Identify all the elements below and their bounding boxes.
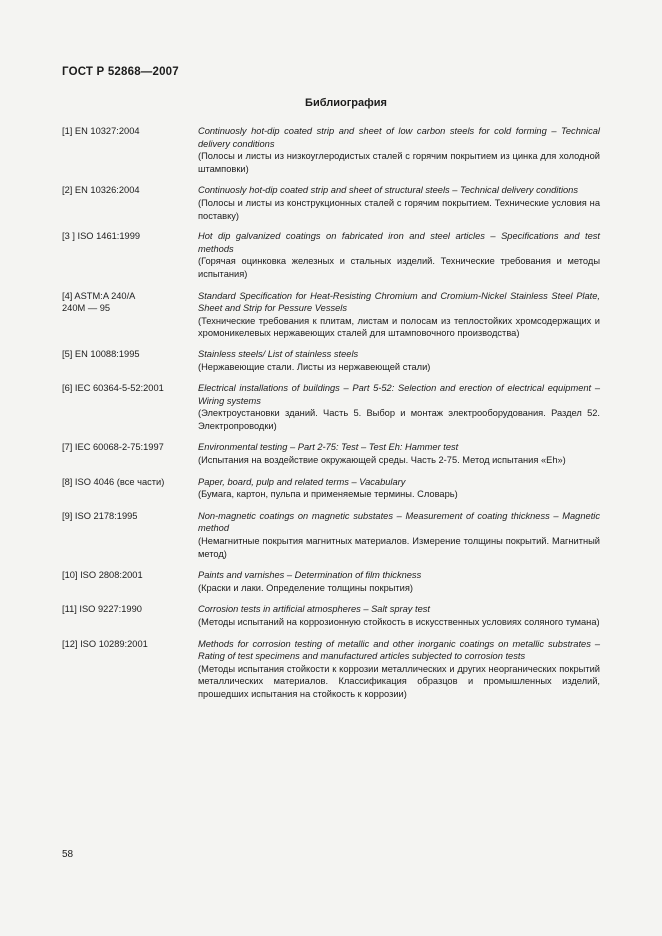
- bibliography-entry: [62, 603, 600, 628]
- entry-reference: [6] IEC 60364-5-52:2001: [62, 383, 164, 394]
- entry-russian-title: (Полосы и листы из конструкционных сталей с горячим покрытием. Технические условия на поставку): [198, 197, 600, 221]
- entry-english-title: Paper, board, pulp and related terms – Vacabulary: [198, 476, 406, 487]
- entry-russian-title: (Бумага, картон, пульпа и применяемые термины. Словарь): [198, 489, 458, 500]
- bibliography-entry: [62, 510, 600, 560]
- entry-reference: [1] EN 10327:2004: [62, 126, 140, 136]
- entry-english-title: Stainless steels/ List of stainless steels: [198, 348, 359, 359]
- entry-reference: [7] IEC 60068-2-75:1997: [62, 442, 164, 453]
- entry-russian-title: (Электроустановки зданий. Часть 5. Выбор и монтаж электрооборудования. Раздел 52. Электропроводки): [198, 408, 600, 431]
- bibliography-list: [62, 125, 600, 701]
- bibliography-title: Библиография: [305, 97, 387, 109]
- entry-english-title: Hot dip galvanized coatings on fabricated iron and steel articles – Specifications and test methods: [198, 231, 600, 254]
- bibliography-entry: [62, 125, 600, 175]
- entry-reference: [9] ISO 2178:1995: [62, 510, 138, 521]
- entry-russian-title: (Немагнитные покрытия магнитных материалов. Измерение толщины покрытий. Магнитный метод): [198, 536, 600, 559]
- entry-english-title: Methods for corrosion testing of metallic and other inorganic coatings on metallic substrates – Rating of test specimens and manufactured articles subjected to corrosion tests: [198, 638, 600, 662]
- entry-english-title: Environmental testing – Part 2-75: Test – Test Eh: Hammer test: [198, 442, 459, 453]
- bibliography-entry: [62, 382, 600, 432]
- entry-english-title: Continuosly hot-dip coated strip and sheet of structural steels – Technical delivery conditions: [198, 185, 579, 196]
- entry-reference: [8] ISO 4046 (все части): [62, 476, 165, 487]
- entry-russian-title: (Полосы и листы из низкоуглеродистых сталей с горячим покрытием из цинка для холодной штамповки): [198, 151, 600, 174]
- entry-reference: [10] ISO 2808:2001: [62, 570, 143, 581]
- document-header: ГОСТ Р 52868—2007: [62, 66, 179, 78]
- entry-reference: [4] ASTM:A 240/A 240M — 95: [62, 290, 136, 314]
- entry-english-title: Standard Specification for Heat-Resisting Chromium and Cromium-Nickel Stainless Steel Plate, Sheet and Strip for Pessure Vessels: [198, 290, 600, 314]
- bibliography-entry: [62, 290, 600, 340]
- entry-english-title: Electrical installations of buildings – Part 5-52: Selection and erection of electrical equipment – Wiring systems: [198, 383, 600, 406]
- entry-russian-title: (Технические требования к плитам, листам и полосам из теплостойких хромсодержащих и хромоникелевых нержавеющих сталей для штамповочного производства): [198, 315, 600, 339]
- bibliography-entry: [62, 569, 600, 594]
- entry-reference: [5] EN 10088:1995: [62, 348, 140, 359]
- entry-english-title: Corrosion tests in artificial atmospheres – Salt spray test: [198, 604, 431, 615]
- bibliography-entry: [62, 441, 600, 466]
- entry-russian-title: (Методы испытания стойкости к коррозии металлических и других неорганических покрытий металлических материалов. Классификация образцов и промышленных изделий, прошедших испытания на стойкость к коррозии): [198, 663, 600, 699]
- entry-english-title: Paints and varnishes – Determination of film thickness: [198, 570, 422, 581]
- page-number: 58: [62, 849, 74, 860]
- entry-reference: [12] ISO 10289:2001: [62, 638, 148, 649]
- entry-reference: [3 ] ISO 1461:1999: [62, 231, 141, 242]
- bibliography-entry: [62, 230, 600, 280]
- entry-russian-title: (Краски и лаки. Определение толщины покрытия): [198, 582, 413, 593]
- bibliography-entry: [62, 476, 600, 501]
- entry-english-title: Non-magnetic coatings on magnetic substates – Measurement of coating thickness – Magnetic method: [198, 510, 600, 534]
- entry-english-title: Continuosly hot-dip coated strip and sheet of low carbon steels for cold forming – Technical delivery conditions: [198, 126, 600, 149]
- entry-russian-title: (Горячая оцинковка железных и стальных изделий. Технические требования и методы испытания): [198, 256, 600, 279]
- entry-reference: [11] ISO 9227:1990: [62, 604, 142, 615]
- bibliography-entry: [62, 348, 600, 373]
- bibliography-entry: [62, 184, 600, 222]
- entry-russian-title: (Методы испытаний на коррозионную стойкость в искусственных условиях соляного тумана): [198, 617, 600, 627]
- entry-russian-title: (Нержавеющие стали. Листы из нержавеющей стали): [198, 361, 431, 372]
- bibliography-entry: [62, 638, 600, 701]
- entry-reference: [2] EN 10326:2004: [62, 185, 140, 196]
- entry-russian-title: (Испытания на воздействие окружающей среды. Часть 2-75. Метод испытания «Eh»): [198, 455, 566, 466]
